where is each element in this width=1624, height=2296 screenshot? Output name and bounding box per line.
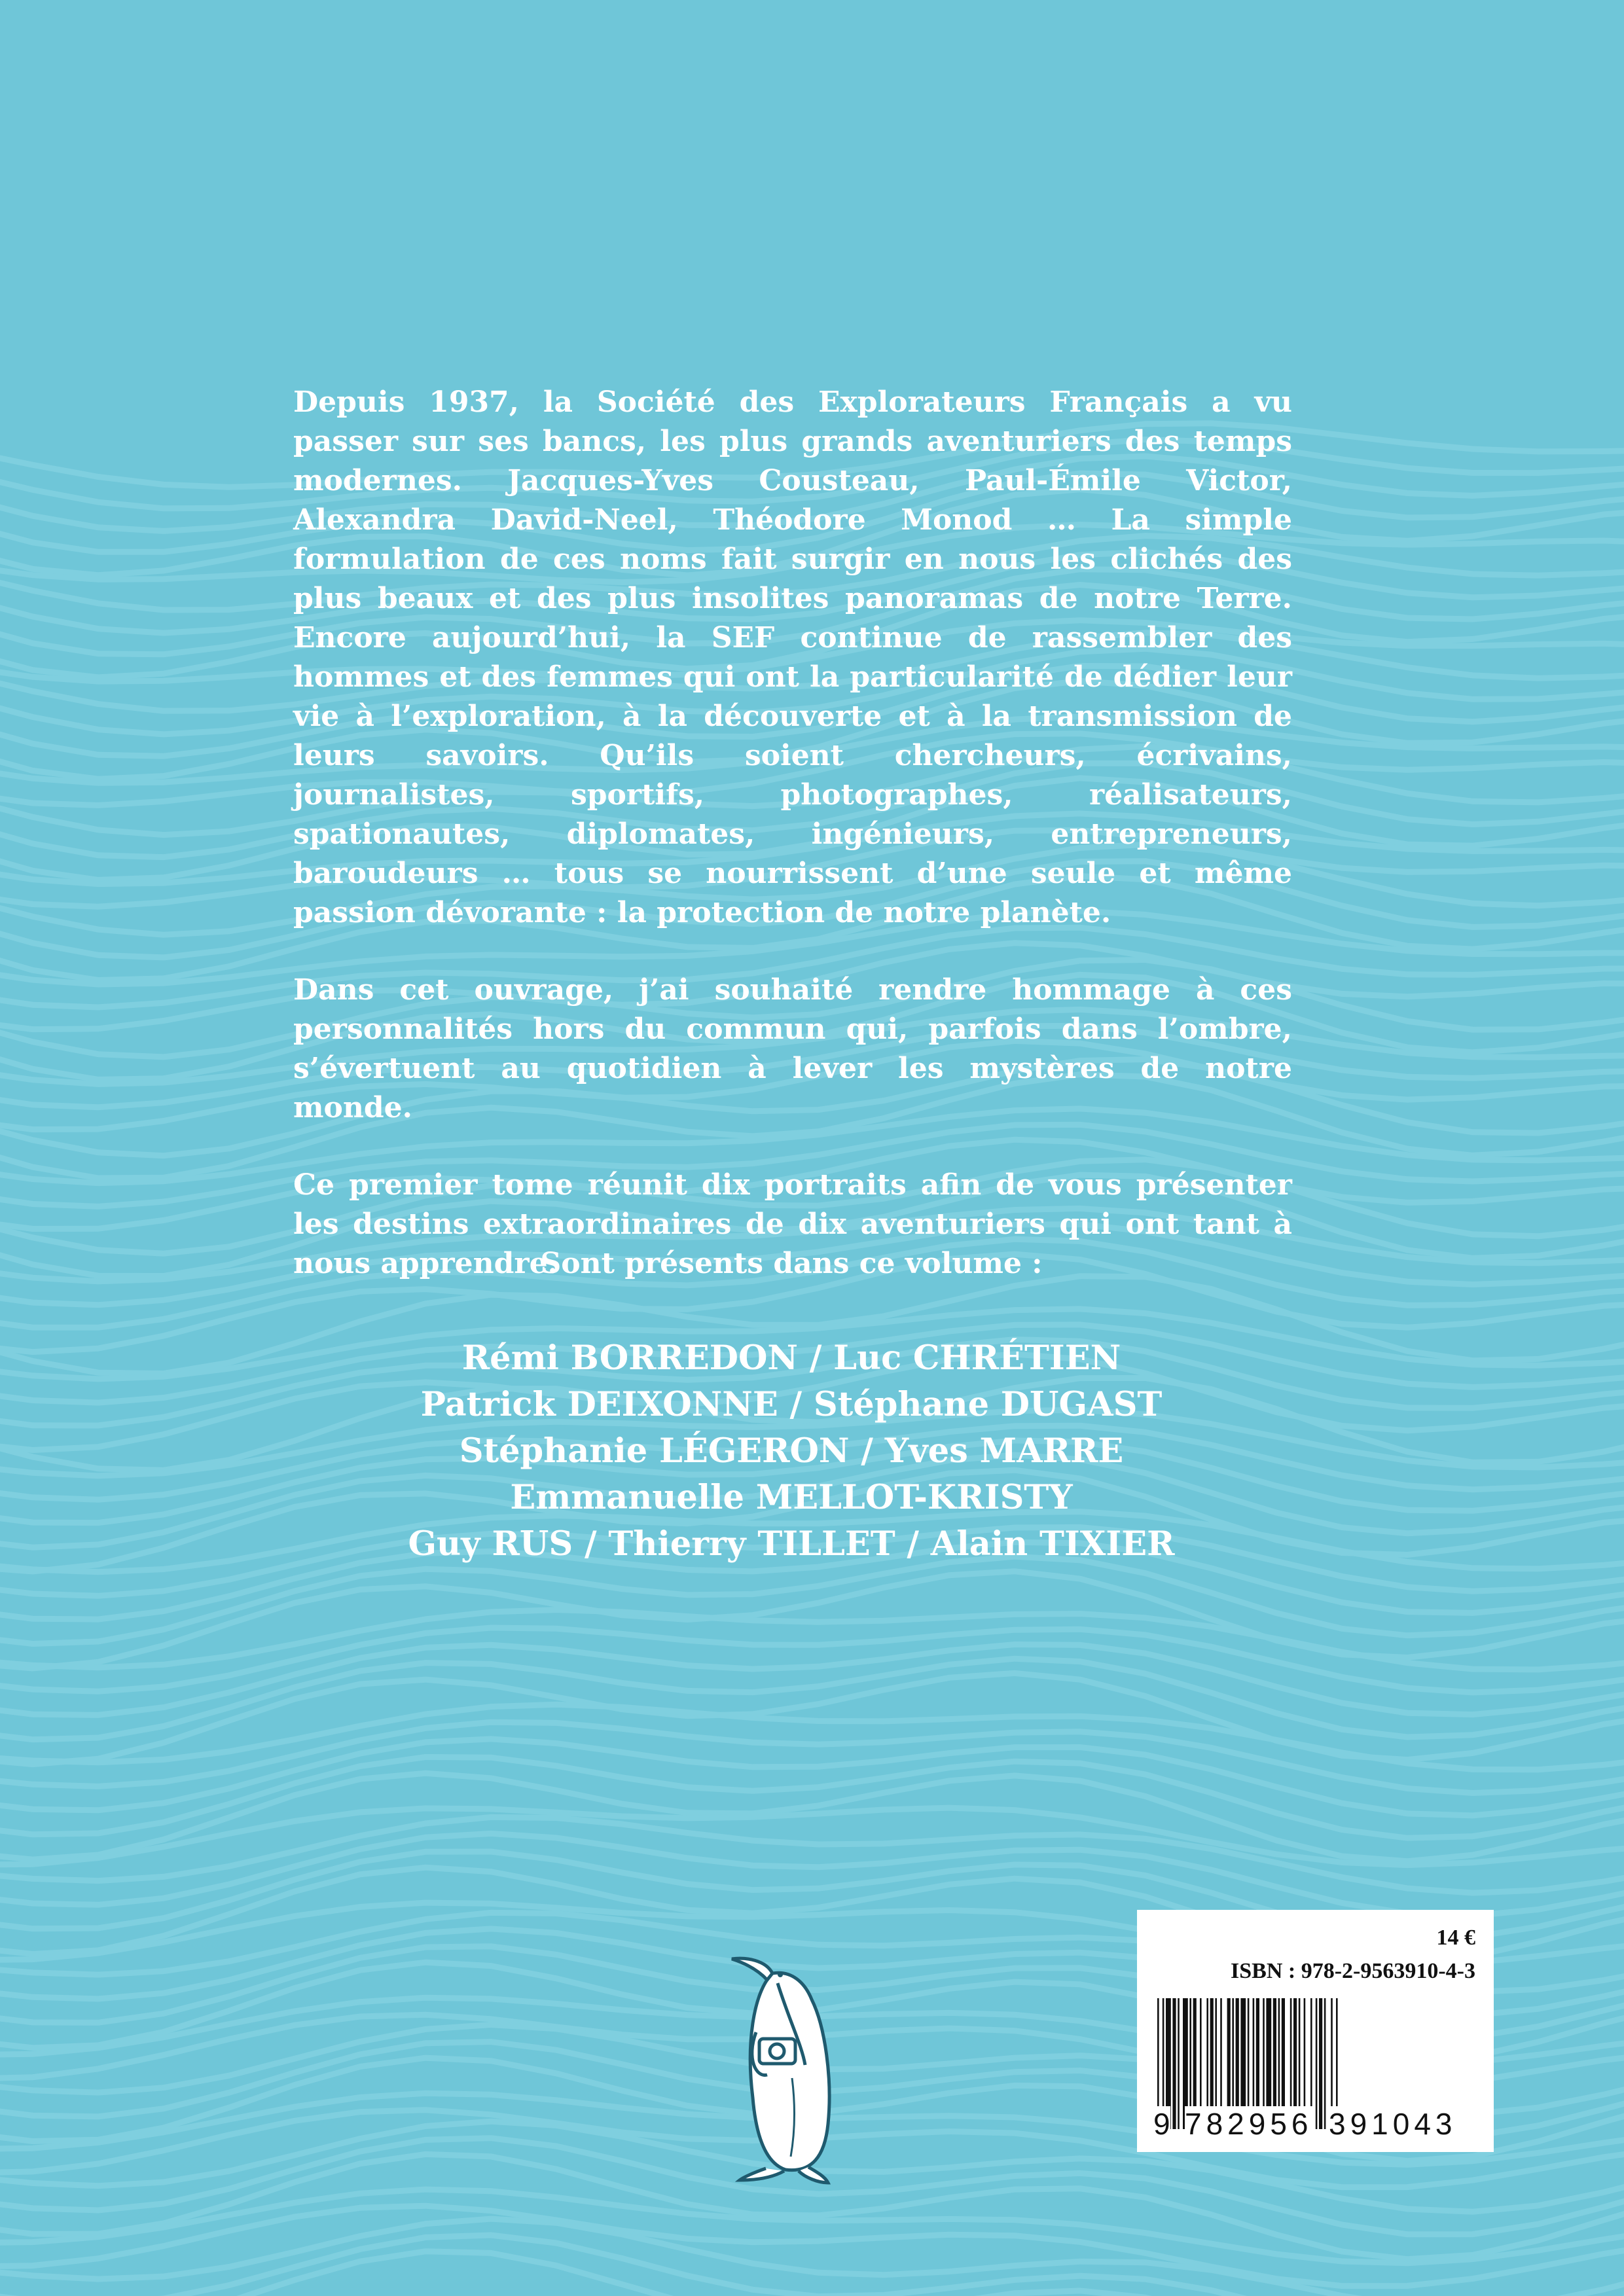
names-line-1: Rémi BORREDON / Luc CHRÉTIEN bbox=[461, 1338, 1121, 1378]
barcode-digits bbox=[1153, 2106, 1481, 2145]
isbn-label: ISBN : 978-2-9563910-4-3 bbox=[1231, 1959, 1475, 1983]
blurb-paragraph-3: Ce premier tome réunit dix portraits afin de vous présenter les destins extraordinaires de dix aventuriers qui ont tant à nous apprendre. bbox=[293, 1168, 1292, 1280]
barcode-digits-group-2: 391043 bbox=[1329, 2107, 1457, 2141]
blurb-paragraph-2: Dans cet ouvrage, j’ai souhaité rendre hommage à ces personnalités hors du commun qui, parfois dans l’ombre, s’évertuent au quotidien à lever les mystères de notre monde. bbox=[293, 973, 1292, 1124]
barcode-digits-group-1: 782956 bbox=[1185, 2107, 1313, 2141]
names-line-4: Emmanuelle MELLOT-KRISTY bbox=[510, 1478, 1073, 1517]
blurb-paragraph-1: Depuis 1937, la Société des Explorateurs Français a vu passer sur ses bancs, les plus grands aventuriers des temps modernes. Jacques-Yves Cousteau, Paul-Émile Victor, Alexandra David-Neel, Théodore Monod … La simple formulation de ces noms fait surgir en nous les clichés des plus beaux et des plus insolites panoramas de notre Terre. Encore aujourd’hui, la SEF continue de rassembler des hommes et des femmes qui ont la particularité de dédier leur vie à l’exploration, à la découverte et à la transmission de leurs savoirs. Qu’ils soient chercheurs, écrivains, journalistes, sportifs, photographes, réalisateurs, spationautes, diplomates, ingénieurs, entrepreneurs, baroudeurs … tous se nourrissent d’une seule et même passion dévorante : la protection de notre planète. bbox=[293, 386, 1292, 929]
volume-heading: Sont présents dans ce volume : bbox=[540, 1247, 1043, 1280]
barcode-digit-first: 9 bbox=[1153, 2107, 1170, 2141]
names-line-5: Guy RUS / Thierry TILLET / Alain TIXIER bbox=[408, 1524, 1175, 1564]
barcode-box bbox=[1137, 1910, 1494, 2152]
penguin-with-camera-icon bbox=[727, 1947, 857, 2189]
back-cover-blurb bbox=[293, 383, 1292, 1321]
price-label: 14 € bbox=[1436, 1926, 1475, 1950]
names-line-3: Stéphanie LÉGERON / Yves MARRE bbox=[459, 1431, 1124, 1471]
names-line-2: Patrick DEIXONNE / Stéphane DUGAST bbox=[420, 1385, 1163, 1424]
contributor-names bbox=[0, 1335, 1583, 1568]
